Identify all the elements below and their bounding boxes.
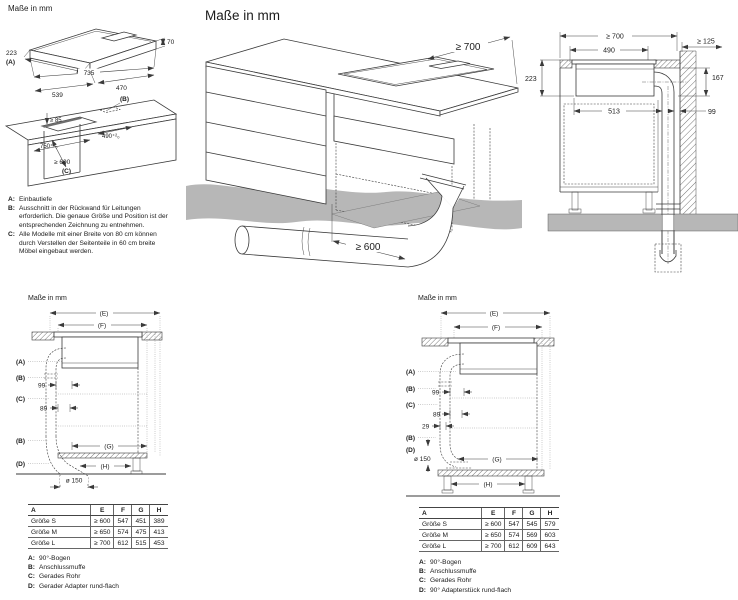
dim-89-label: 89 — [40, 405, 48, 413]
dim-600-label: ≥ 600 — [54, 159, 71, 166]
cell: Größe M — [28, 527, 91, 538]
cell: ≥ 600 — [91, 516, 114, 527]
label-H: (H) — [483, 481, 493, 489]
dim-539-label: 539 — [52, 92, 63, 99]
cell: 603 — [541, 530, 559, 541]
dim-99-label: 99 — [38, 382, 46, 390]
cell: 453 — [150, 538, 168, 549]
label-B2: (B) — [406, 435, 416, 442]
cooktop-body — [30, 29, 156, 71]
label-A: (A) — [406, 369, 416, 376]
label-A: (A) — [16, 359, 26, 366]
dim-99-label: 99 — [708, 109, 716, 116]
note-a-text: Einbautiefe — [19, 196, 52, 203]
figure-cooktop-isometric — [4, 14, 180, 186]
cell: 643 — [541, 541, 559, 552]
cell: 609 — [523, 541, 541, 552]
cell: 574 — [114, 527, 132, 538]
cell: 612 — [114, 538, 132, 549]
figure-duct-variant-straight — [14, 306, 234, 506]
label-D: (D) — [406, 447, 416, 454]
note-a-key: A: — [8, 196, 15, 203]
ef-dimensions — [441, 309, 550, 471]
title-bottom-left: Maße in mm — [28, 295, 67, 302]
note-a — [8, 196, 174, 205]
legend-a-key: A: — [28, 555, 35, 562]
dim-99-label: 99 — [432, 389, 440, 397]
legend-b-key: B: — [28, 564, 35, 572]
legend-c-text: Gerades Rohr — [430, 577, 472, 585]
dim-167-label: 167 — [712, 75, 724, 82]
table-row — [28, 527, 168, 538]
legend-d-text: 90° Adapterstück rund-flach — [430, 586, 512, 594]
section-top-dimensions — [560, 30, 722, 64]
dim-600-label: ≥ 600 — [355, 242, 381, 253]
note-c-key: C: — [8, 230, 15, 238]
dim-490-label: 490⁺²₀ — [102, 134, 120, 140]
note-b-text: Ausschnitt in der Rückwand für Leitungen erforderlich. Die genaue Größe und Position ist der entsprechenden Zeichnung zu entnehmen. — [19, 204, 168, 230]
legend-d-text: Gerader Adapter rund-flach — [39, 582, 119, 590]
legend-a-key: A: — [419, 559, 426, 566]
label-B1: (B) — [406, 386, 416, 393]
cell: 574 — [505, 530, 523, 541]
note-c-text: Alle Modelle mit einer Breite von 80 cm können durch Verstellen der Seitenteile in 60 cm breite Möbel eingebaut werden. — [19, 230, 157, 256]
legend-b-text: Anschlussmuffe — [430, 568, 477, 576]
wall-hatched — [680, 51, 696, 214]
left-callouts — [16, 359, 80, 468]
legend-d-key: D: — [28, 582, 35, 590]
cell: ≥ 700 — [91, 538, 114, 549]
legend-c-text: Gerades Rohr — [39, 573, 81, 581]
cell: Größe L — [419, 541, 482, 552]
label-B: (B) — [120, 96, 130, 103]
cell: 569 — [523, 530, 541, 541]
figure-side-section — [522, 12, 738, 290]
dim-513-label: 513 — [608, 108, 620, 116]
col-H: H — [150, 505, 168, 516]
cell: 389 — [150, 516, 168, 527]
cell: 413 — [150, 527, 168, 538]
label-G: (G) — [492, 456, 502, 464]
label-B2: (B) — [16, 438, 26, 445]
label-B1: (B) — [16, 375, 26, 382]
dim-29-label: 29 — [422, 423, 430, 431]
legend-a-text: 90°-Bogen — [39, 555, 71, 562]
dim-223-label: 223 — [6, 50, 17, 57]
label-C: (C) — [406, 402, 416, 409]
col-E: E — [482, 508, 505, 519]
cell: ≥ 650 — [482, 530, 505, 541]
dim-223-label: 223 — [525, 76, 537, 83]
legend-90deg-adapter — [419, 558, 511, 595]
cell: 545 — [523, 519, 541, 530]
dim-150-label: ø 150 — [414, 456, 431, 463]
legend-d-key: D: — [419, 586, 426, 594]
title-middle: Maße in mm — [205, 8, 281, 23]
dim-735-label: 735 — [83, 70, 95, 77]
dim-85-label: ≥ 85 — [50, 118, 62, 124]
legend-c-key: C: — [28, 573, 35, 581]
table-row — [28, 538, 168, 549]
col-H: H — [541, 508, 559, 519]
dim-70-label: 70 — [167, 39, 175, 46]
cell: 475 — [132, 527, 150, 538]
table-row — [28, 516, 168, 527]
col-F: F — [505, 508, 523, 519]
legend-c-key: C: — [419, 577, 426, 585]
installation-notes — [8, 196, 174, 257]
label-A: (A) — [6, 59, 16, 66]
bottom-dimensions — [16, 442, 166, 488]
size-table-straight-adapter — [28, 504, 168, 549]
label-E: (E) — [489, 310, 499, 318]
legend-b-text: Anschlussmuffe — [39, 564, 86, 572]
table-row — [419, 541, 559, 552]
dim-700-label: ≥ 700 — [455, 42, 481, 53]
cell: Größe M — [419, 530, 482, 541]
legend-b-key: B: — [419, 568, 426, 576]
duct-run-dashed — [44, 348, 147, 488]
label-G: (G) — [104, 443, 114, 451]
note-c — [8, 231, 174, 257]
left-callouts — [406, 369, 472, 472]
label-E: (E) — [99, 310, 109, 318]
col-A: A — [419, 508, 482, 519]
counter-and-hob — [32, 332, 162, 368]
title-top-left: Maße in mm — [8, 4, 53, 13]
dim-89-label: 89 — [433, 411, 441, 419]
floor-band — [548, 214, 738, 231]
dim-470-label: 470 — [116, 85, 127, 92]
col-G: G — [523, 508, 541, 519]
label-F: (F) — [491, 324, 501, 332]
cell: 579 — [541, 519, 559, 530]
col-A: A — [28, 505, 91, 516]
cell: ≥ 700 — [482, 541, 505, 552]
cell: 547 — [114, 516, 132, 527]
label-D: (D) — [16, 461, 26, 468]
dim-750-label: 750⁺²₀ — [40, 144, 58, 150]
cell: Größe S — [419, 519, 482, 530]
label-F: (F) — [97, 322, 107, 330]
cell: 612 — [505, 541, 523, 552]
counter-isometric — [6, 100, 176, 186]
cell: 547 — [505, 519, 523, 530]
cell: ≥ 650 — [91, 527, 114, 538]
label-H: (H) — [100, 463, 110, 471]
cell: 451 — [132, 516, 150, 527]
dim-490-label: 490 — [603, 47, 615, 55]
col-G: G — [132, 505, 150, 516]
cell: ≥ 600 — [482, 519, 505, 530]
size-table-90deg-adapter — [419, 507, 559, 552]
label-C: (C) — [62, 168, 72, 175]
table-row — [419, 530, 559, 541]
counter-and-hob — [422, 338, 554, 374]
cell: 515 — [132, 538, 150, 549]
dim-150-label: ø 150 — [65, 477, 83, 485]
figure-duct-variant-90deg — [404, 306, 624, 516]
title-bottom-right: Maße in mm — [418, 295, 457, 302]
col-E: E — [91, 505, 114, 516]
col-F: F — [114, 505, 132, 516]
legend-straight-adapter — [28, 554, 119, 591]
legend-a-text: 90°-Bogen — [430, 559, 462, 566]
ef-dimensions — [50, 309, 160, 457]
note-b-key: B: — [8, 204, 15, 212]
cell: Größe S — [28, 516, 91, 527]
dim-700-label: ≥ 700 — [606, 33, 624, 41]
cell: Größe L — [28, 538, 91, 549]
figure-kitchen-perspective — [186, 28, 522, 290]
dim-125-label: ≥ 125 — [697, 38, 715, 46]
table-row — [419, 519, 559, 530]
note-b — [8, 205, 174, 231]
base-cabinet — [206, 66, 326, 204]
label-C: (C) — [16, 396, 26, 403]
